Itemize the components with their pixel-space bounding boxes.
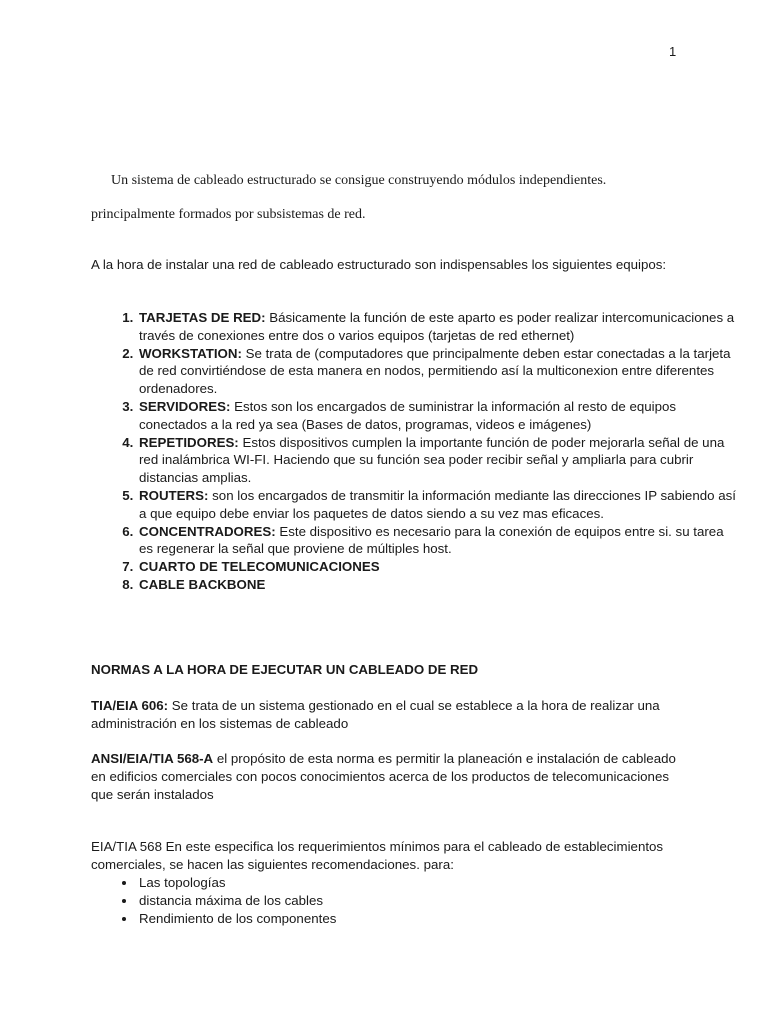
list-item — [137, 309, 737, 345]
section-heading: NORMAS A LA HORA DE EJECUTAR UN CABLEADO DE RED — [91, 662, 479, 677]
intro-line-1: Un sistema de cableado estructurado se consigue construyendo módulos independientes. — [111, 173, 607, 188]
recommendations-list — [91, 874, 737, 927]
list-item — [137, 487, 737, 523]
list-item — [137, 558, 737, 576]
list-item — [137, 434, 737, 487]
item-text: Básicamente la función de este aparto es poder realizar intercomunicaciones a través de conexiones entre dos o varios equipos (tarjetas de red ethernet) — [139, 310, 735, 343]
item-text: Este dispositivo es necesario para la conexión de equipos entre si. su tarea es regenerar la señal que proviene de múltiples host. — [139, 523, 724, 557]
tia-606-text: Se trata de un sistema gestionado en el cual se establece a la hora de realizar una administración en los sistemas de cableado — [91, 698, 660, 731]
ansi-568a-term: ANSI/EIA/TIA 568-A — [91, 751, 214, 766]
item-term: CUARTO DE TELECOMUNICACIONES — [139, 559, 380, 575]
ansi-568a-paragraph — [91, 750, 691, 803]
item-text: son los encargados de transmitir la información mediante las direcciones IP sabiendo así a que equipo debe enviar los paquetes de datos siendo a su vez mas eficaces. — [139, 487, 736, 521]
item-term: WORKSTATION: — [139, 345, 242, 361]
ansi-568a-text: el propósito de esta norma es permitir la planeación e instalación de cableado en edificios comerciales con pocos conocimientos acerca de los productos de telecomunicaciones que serán instalados — [91, 751, 676, 802]
list-item: • Rendimiento de los componentes — [137, 910, 737, 928]
item-term: REPETIDORES: — [139, 434, 239, 450]
list-item — [137, 523, 737, 559]
lead-paragraph: A la hora de instalar una red de cableado estructurado son indispensables los siguientes equipos: — [91, 257, 667, 272]
item-term: ROUTERS: — [139, 487, 209, 503]
item-term: CABLE BACKBONE — [139, 576, 266, 592]
list-item — [137, 345, 737, 398]
eia-568-paragraph: EIA/TIA 568 En este especifica los requerimientos mínimos para el cableado de establecimientos comerciales, se hacen las siguientes recomendaciones. para: — [91, 839, 664, 872]
tia-606-term: TIA/EIA 606: — [91, 698, 169, 713]
list-item — [137, 576, 737, 594]
intro-line-2: principalmente formados por subsistemas de red. — [91, 207, 366, 222]
list-item: • distancia máxima de los cables — [137, 892, 737, 910]
item-text: Se trata de (computadores que principalmente deben estar conectadas a la tarjeta de red convirtiéndose de esta manera en nodos, permitiendo así la multiconexion entre diferentes ordenadores. — [139, 345, 731, 397]
item-text: Estos son los encargados de suministrar la información al resto de equipos conectados a la red ya sea (Bases de datos, programas, videos e imágenes) — [139, 398, 677, 432]
equipment-list — [91, 309, 737, 594]
tia-606-paragraph — [91, 697, 691, 733]
list-item — [137, 398, 737, 434]
list-item: • Las topologías — [137, 874, 737, 892]
page-number: 1 — [669, 44, 677, 59]
item-term: SERVIDORES: — [139, 398, 231, 414]
item-term: TARJETAS DE RED: — [139, 310, 266, 325]
item-text: Estos dispositivos cumplen la importante función de poder mejorarla señal de una red inalámbrica WI-FI. Haciendo que su función sea poder recibir señal y ampliarla para cubrir distancias amplias. — [139, 434, 725, 486]
item-term: CONCENTRADORES: — [139, 523, 276, 539]
